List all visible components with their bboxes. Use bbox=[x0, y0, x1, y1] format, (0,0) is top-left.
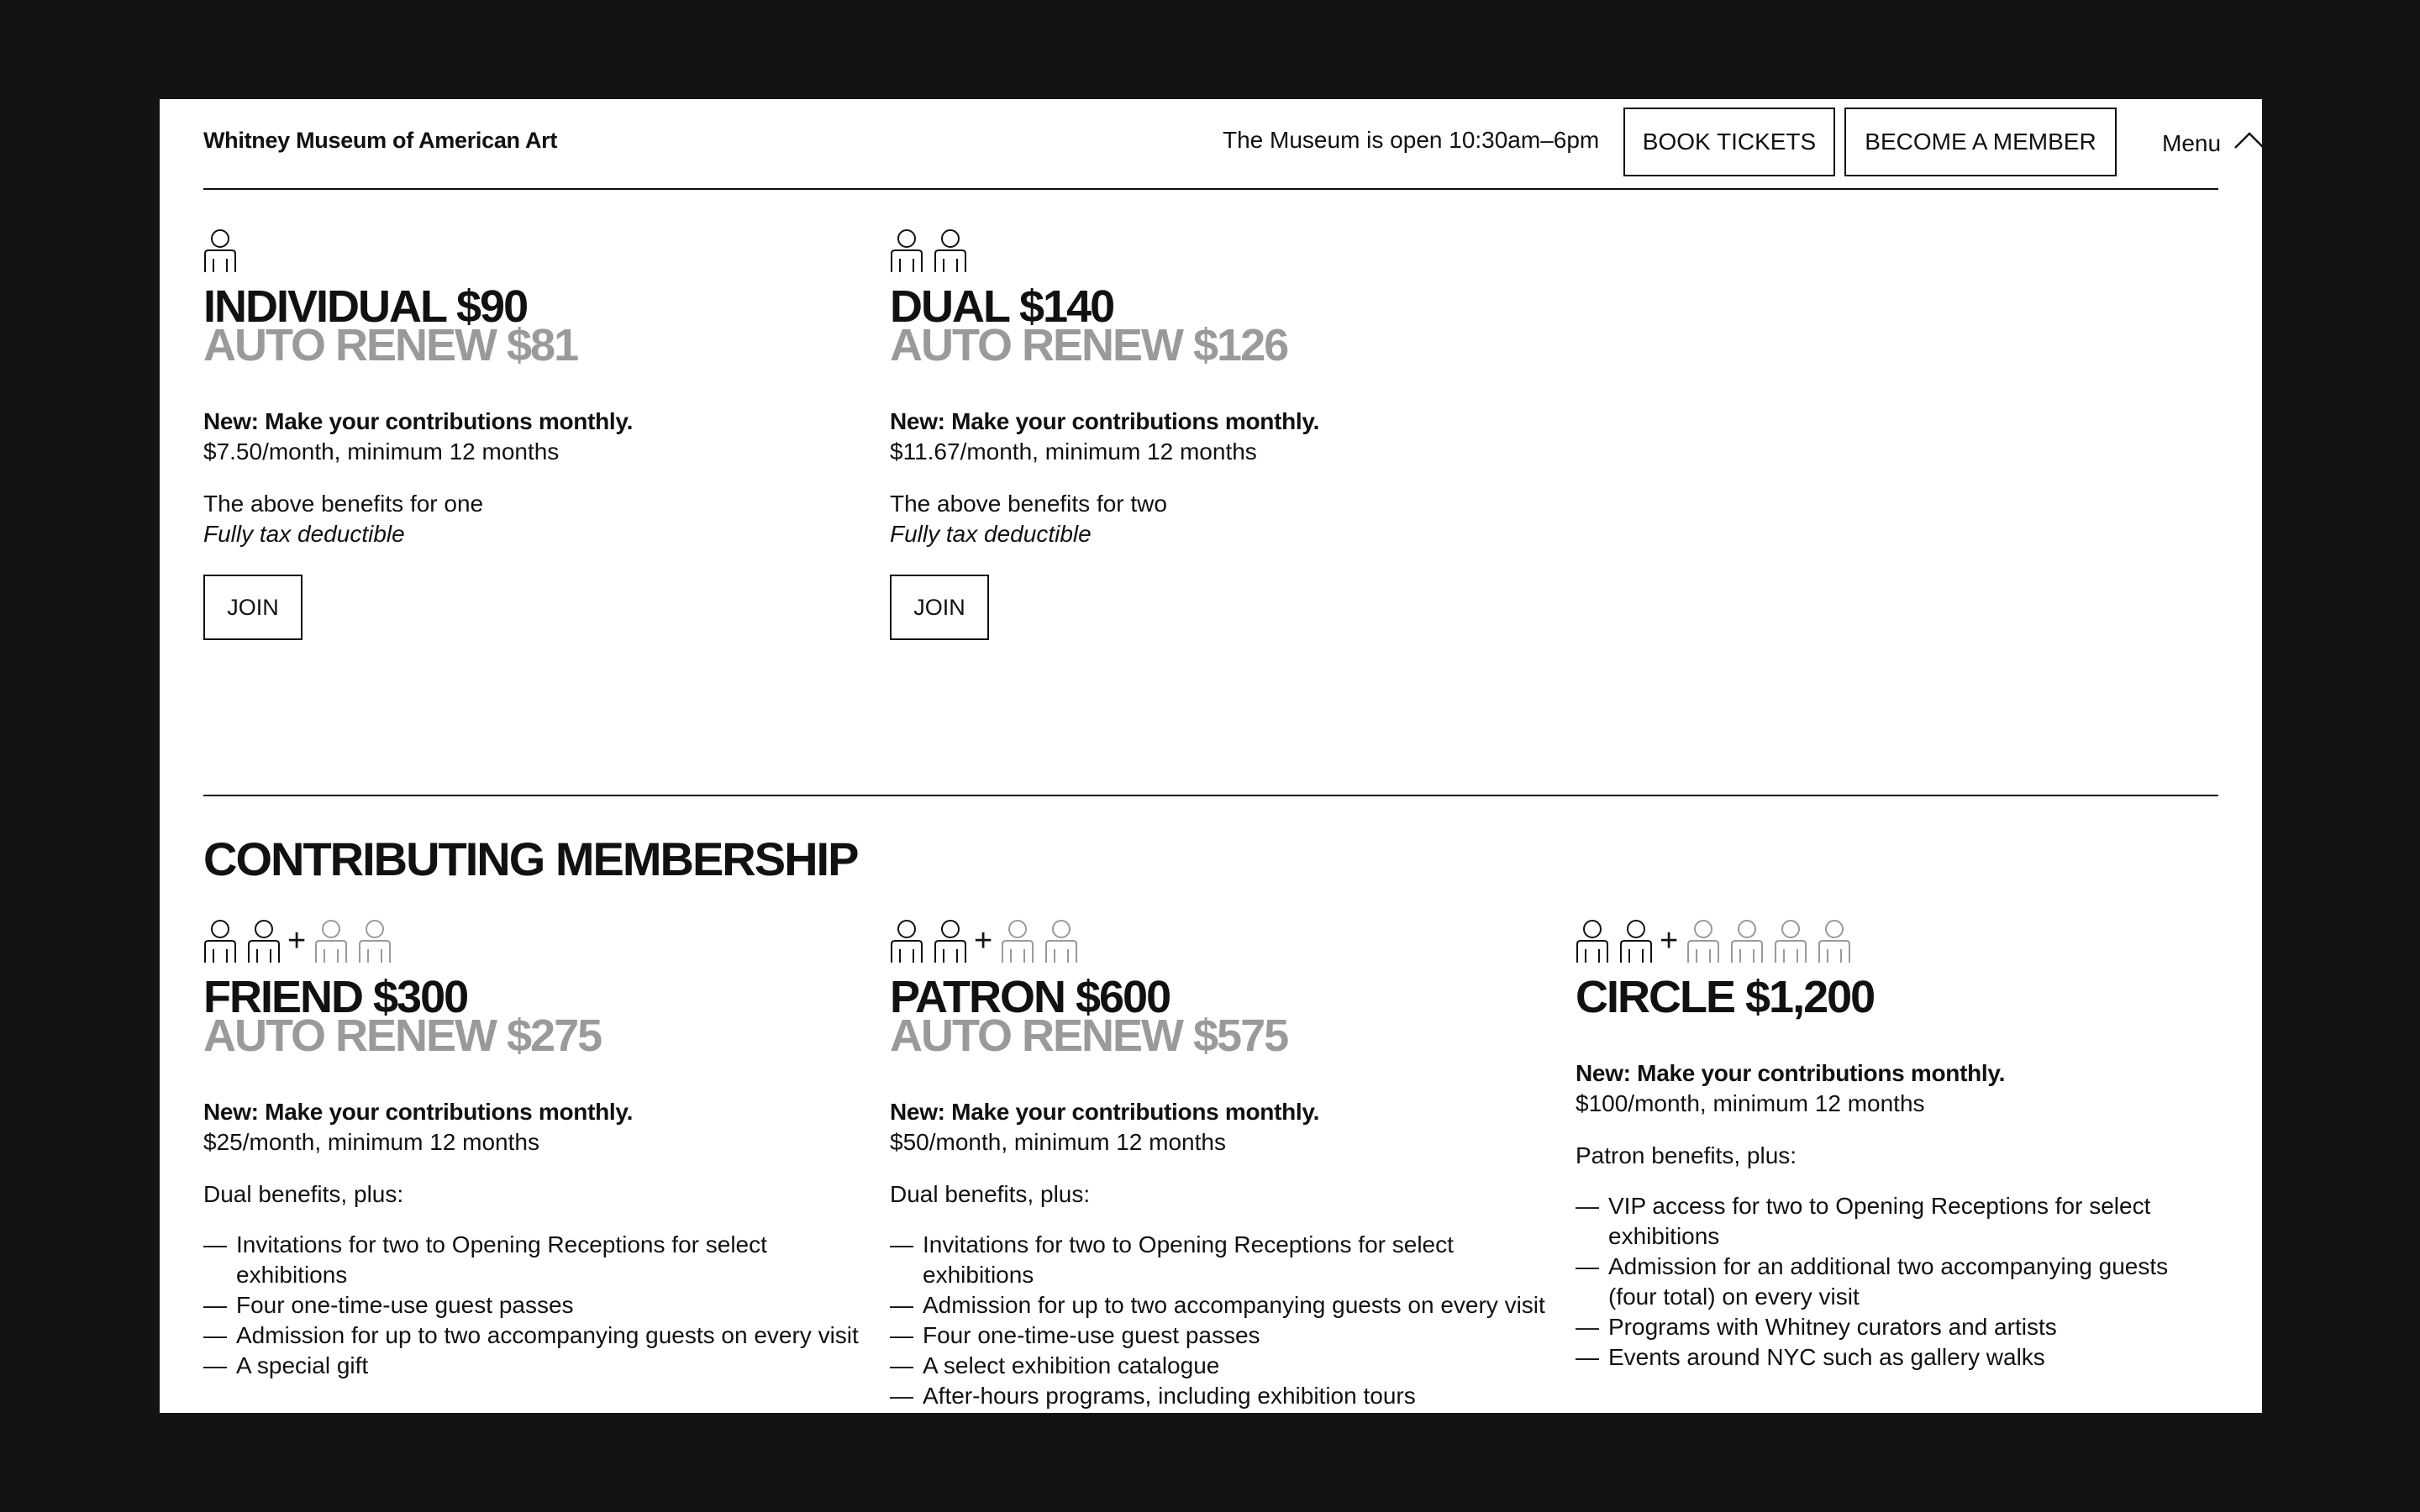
monthly-price: $11.67/month, minimum 12 months bbox=[890, 438, 1257, 465]
tier-title: PATRON $600 bbox=[890, 972, 1171, 1022]
dash-marker: — bbox=[203, 1231, 227, 1257]
person-icon bbox=[247, 919, 281, 963]
join-button-individual[interactable]: JOIN bbox=[203, 575, 302, 640]
page bbox=[160, 99, 2262, 1413]
dash-marker: — bbox=[203, 1352, 227, 1378]
person-icon bbox=[1619, 919, 1653, 963]
tier-auto-renew: AUTO RENEW $575 bbox=[890, 1011, 1288, 1061]
benefit-item bbox=[890, 1351, 1562, 1381]
dash-marker: — bbox=[890, 1383, 913, 1409]
dash-marker: — bbox=[890, 1352, 913, 1378]
join-button-dual[interactable]: JOIN bbox=[890, 575, 989, 640]
member-icons bbox=[890, 917, 1562, 963]
monthly-price: $25/month, minimum 12 months bbox=[203, 1129, 539, 1155]
monthly-heading: New: Make your contributions monthly. bbox=[203, 1099, 634, 1125]
monthly-price: $100/month, minimum 12 months bbox=[1576, 1090, 1925, 1116]
benefit-item-text: Programs with Whitney curators and artists bbox=[1608, 1314, 2057, 1340]
benefit-item-text: Four one-time-use guest passes bbox=[923, 1322, 1260, 1348]
guest-icon bbox=[1730, 919, 1764, 963]
benefit-item bbox=[890, 1381, 1562, 1411]
plus-icon: + bbox=[974, 923, 993, 958]
guest-icon bbox=[1774, 919, 1807, 963]
person-icon bbox=[934, 228, 967, 272]
dash-marker: — bbox=[1576, 1193, 1599, 1219]
member-icons bbox=[203, 227, 876, 272]
person-icon bbox=[934, 919, 967, 963]
benefit-item bbox=[890, 1320, 1562, 1351]
benefit-list bbox=[203, 1230, 876, 1381]
benefit-item bbox=[1576, 1252, 2223, 1312]
benefit-intro: Dual benefits, plus: bbox=[890, 1181, 1091, 1207]
dash-marker: — bbox=[890, 1231, 913, 1257]
benefit-item-text: A select exhibition catalogue bbox=[923, 1352, 1220, 1378]
benefit-item bbox=[1576, 1312, 2223, 1342]
section-heading: CONTRIBUTING MEMBERSHIP bbox=[203, 832, 858, 885]
guest-icon bbox=[1818, 919, 1851, 963]
tier-auto-renew: AUTO RENEW $126 bbox=[890, 320, 1288, 370]
plus-icon: + bbox=[1660, 923, 1679, 958]
benefit-item bbox=[890, 1290, 1562, 1320]
dash-marker: — bbox=[1576, 1314, 1599, 1340]
tier-auto-renew: AUTO RENEW $275 bbox=[203, 1011, 602, 1061]
benefit-item-text: Events around NYC such as gallery walks bbox=[1608, 1344, 2045, 1370]
benefit-item bbox=[203, 1320, 876, 1351]
tier-title: CIRCLE $1,200 bbox=[1576, 972, 1875, 1022]
menu-label: Menu bbox=[2162, 129, 2222, 156]
dash-marker: — bbox=[203, 1322, 227, 1348]
benefit-item-text: Four one-time-use guest passes bbox=[236, 1292, 574, 1318]
benefit-text: The above benefits for one bbox=[203, 491, 484, 517]
dash-marker: — bbox=[890, 1322, 913, 1348]
person-icon bbox=[203, 919, 237, 963]
monthly-price: $7.50/month, minimum 12 months bbox=[203, 438, 560, 465]
person-icon bbox=[1576, 919, 1609, 963]
monthly-heading: New: Make your contributions monthly. bbox=[203, 408, 634, 434]
person-icon bbox=[890, 919, 923, 963]
benefit-list bbox=[890, 1230, 1562, 1411]
tier-card-individual bbox=[203, 227, 876, 640]
dash-marker: — bbox=[203, 1292, 227, 1318]
benefit-text: The above benefits for two bbox=[890, 491, 1167, 517]
benefit-intro: Dual benefits, plus: bbox=[203, 1181, 404, 1207]
benefit-item bbox=[203, 1351, 876, 1381]
dash-marker: — bbox=[890, 1292, 913, 1318]
monthly-price: $50/month, minimum 12 months bbox=[890, 1129, 1226, 1155]
benefit-item bbox=[1576, 1191, 2223, 1252]
dash-marker: — bbox=[1576, 1253, 1599, 1279]
monthly-heading: New: Make your contributions monthly. bbox=[890, 1099, 1320, 1125]
tier-card-circle bbox=[1576, 917, 2223, 1373]
monthly-heading: New: Make your contributions monthly. bbox=[890, 408, 1320, 434]
monthly-heading: New: Make your contributions monthly. bbox=[1576, 1060, 2006, 1086]
tax-note: Fully tax deductible bbox=[890, 521, 1092, 547]
benefit-item bbox=[203, 1290, 876, 1320]
tier-card-dual bbox=[890, 227, 1562, 640]
guest-icon bbox=[358, 919, 392, 963]
benefit-list bbox=[1576, 1191, 2223, 1373]
chevron-up-icon bbox=[2233, 128, 2262, 159]
benefit-item-text: After-hours programs, including exhibition tours bbox=[923, 1383, 1416, 1409]
benefit-item-text: Admission for up to two accompanying guests on every visit bbox=[923, 1292, 1545, 1318]
benefit-item-text: Invitations for two to Opening Receptions for select exhibitions bbox=[236, 1231, 767, 1288]
plus-icon: + bbox=[287, 923, 307, 958]
become-member-button[interactable]: BECOME A MEMBER bbox=[1844, 108, 2117, 176]
benefit-item-text: A special gift bbox=[236, 1352, 369, 1378]
person-icon bbox=[203, 228, 237, 272]
member-icons bbox=[890, 227, 1562, 272]
site-header bbox=[203, 99, 2222, 190]
tier-title: DUAL $140 bbox=[890, 281, 1114, 332]
dash-marker: — bbox=[1576, 1344, 1599, 1370]
tier-card-friend bbox=[203, 917, 876, 1381]
museum-hours: The Museum is open 10:30am–6pm bbox=[1223, 127, 1600, 153]
book-tickets-button[interactable]: BOOK TICKETS bbox=[1623, 108, 1835, 176]
site-logo[interactable]: Whitney Museum of American Art bbox=[203, 128, 558, 153]
benefit-item bbox=[1576, 1342, 2223, 1373]
member-icons bbox=[203, 917, 876, 963]
member-icons bbox=[1576, 917, 2223, 963]
benefit-item bbox=[890, 1230, 1562, 1290]
section-divider bbox=[203, 795, 2218, 796]
guest-icon bbox=[1686, 919, 1720, 963]
benefit-item-text: Admission for an additional two accompanying guests (four total) on every visit bbox=[1608, 1253, 2169, 1310]
tier-title: FRIEND $300 bbox=[203, 972, 468, 1022]
benefit-item-text: Invitations for two to Opening Receptions for select exhibitions bbox=[923, 1231, 1454, 1288]
guest-icon bbox=[314, 919, 348, 963]
benefit-item-text: VIP access for two to Opening Receptions for select exhibitions bbox=[1608, 1193, 2151, 1249]
tax-note: Fully tax deductible bbox=[203, 521, 405, 547]
guest-icon bbox=[1044, 919, 1078, 963]
tier-auto-renew: AUTO RENEW $81 bbox=[203, 320, 578, 370]
menu-toggle[interactable] bbox=[2162, 128, 2262, 159]
tier-title: INDIVIDUAL $90 bbox=[203, 281, 528, 332]
person-icon bbox=[890, 228, 923, 272]
benefit-item bbox=[203, 1230, 876, 1290]
benefit-intro: Patron benefits, plus: bbox=[1576, 1142, 1797, 1168]
guest-icon bbox=[1001, 919, 1034, 963]
tier-card-patron bbox=[890, 917, 1562, 1411]
benefit-item-text: Admission for up to two accompanying guests on every visit bbox=[236, 1322, 859, 1348]
